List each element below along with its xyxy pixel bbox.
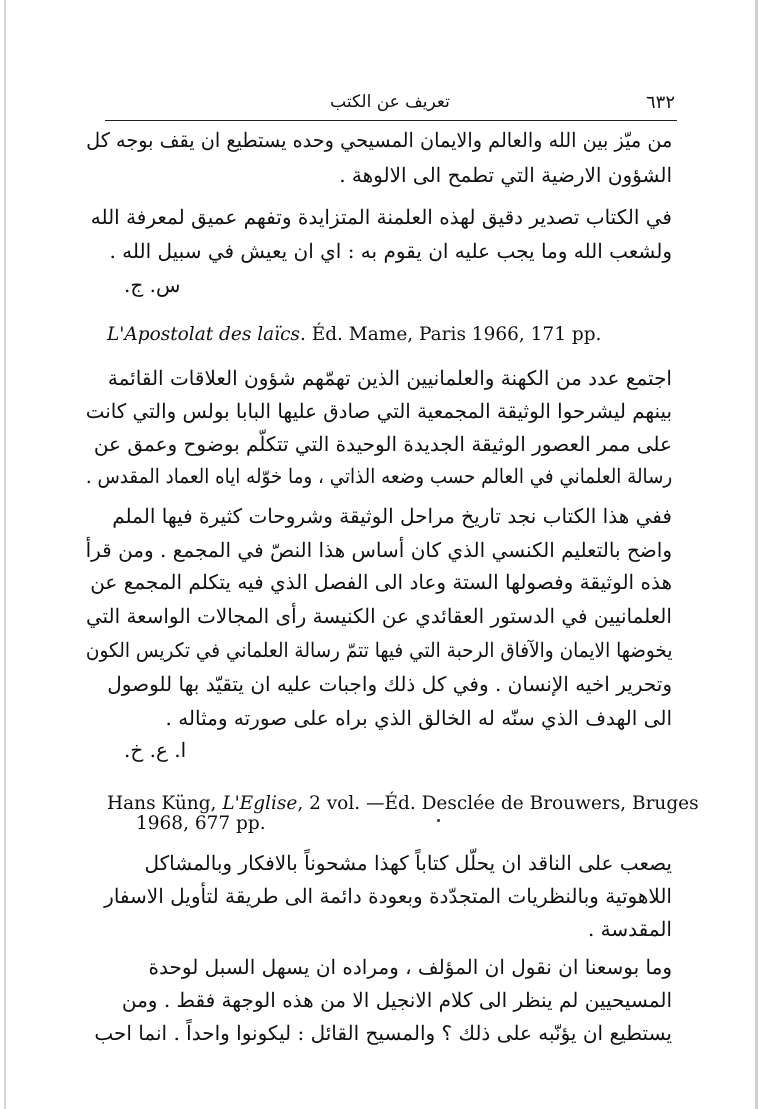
text-line: ولشعب الله وما يجب عليه ان يقوم به : اي ان يعيش في سبيل الله . <box>109 239 672 263</box>
text-line: رسالة العلماني في العالم حسب وضعه الذاتي ، وما خوّله اياه العماد المقدس . <box>85 464 672 488</box>
text-line: على ممر العصور الوثيقة الجديدة الوحيدة التي تتكلّم بوضوح وعمق عن <box>93 432 672 456</box>
text-line: واضح بالتعليم الكنسي الذي كان أساس هذا النصّ في المجمع . ومن قرأ <box>85 538 672 562</box>
text-line: يستطيع ان يؤنّبه على ذلك ؟ والمسيح القائل : ليكونوا واحداً . انما احب <box>94 1021 672 1045</box>
page-number: ٦٣٢ <box>645 92 675 113</box>
text-line: وما بوسعنا ان نقول ان المؤلف ، ومراده ان يسهل السبل لوحدة <box>148 955 672 979</box>
running-header <box>105 92 675 118</box>
text-line: المسيحيين لم ينظر الى كلام الانجيل الا من هذه الوجهة فقط . ومن <box>121 988 672 1012</box>
text-line: اجتمع عدد من الكهنة والعلمانيين الذين تهمّهم شؤون العلاقات القائمة <box>107 366 672 390</box>
book-publisher: , 2 vol. —Éd. Desclée de Brouwers, Bruges <box>297 793 699 814</box>
book-title: L'Eglise <box>222 793 298 814</box>
book-publisher: . Éd. Mame, Paris 1966, 171 pp. <box>299 324 602 345</box>
text-line: ففي هذا الكتاب نجد تاريخ مراحل الوثيقة وشروحات كثيرة فيها الملم <box>112 504 672 528</box>
text-line: يخوضها الايمان والآفاق الرحبة التي فيها تتمّ رسالة العلماني في تكريس الكون <box>85 638 672 662</box>
text-line: اللاهوتية وبالنظريات المتجدّدة وبعودة دائمة الى طريقة لتأويل الاسفار <box>104 884 672 908</box>
text-line: وتحرير اخيه الإنسان . وفي كل ذلك واجبات عليه ان يتقيّد بها للوصول <box>107 672 672 696</box>
text-line: في الكتاب تصدير دقيق لهذه العلمنة المتزايدة وتفهم عميق لمعرفة الله <box>90 205 672 229</box>
book-title: L'Apostolat des laïcs <box>107 324 300 345</box>
scan-edge-left <box>4 0 6 1109</box>
book-publisher-cont: 1968, 677 pp. <box>136 813 266 834</box>
reviewer-initials: س. ج. <box>124 273 181 297</box>
text-line: من ميّز بين الله والعالم والايمان المسيحي وحده يستطيع ان يقف بوجه كل <box>85 128 672 152</box>
text-line: الشؤون الارضية التي تطمح الى الالوهة . <box>339 163 672 187</box>
text-line: بينهم ليشرحوا الوثيقة المجمعية التي صادق عليها البابا بولس والتي كانت <box>85 399 672 423</box>
header-rule <box>105 120 677 121</box>
text-line: العلمانيين في الدستور العقائدي عن الكنيسة رأى المجالات الواسعة التي <box>86 604 672 628</box>
book-citation <box>107 324 601 345</box>
text-line: الى الهدف الذي سنّه له الخالق الذي براه على صورته ومثاله . <box>165 706 672 730</box>
scan-speck <box>437 819 440 822</box>
book-author: Hans Küng, <box>107 793 223 814</box>
book-citation <box>107 793 699 814</box>
running-title: تعريف عن الكتب <box>330 92 450 112</box>
text-line: المقدسة . <box>587 917 672 941</box>
text-line: هذه الوثيقة وفصولها الستة وعاد الى الفصل الذي فيه يتكلم المجمع عن <box>90 570 672 594</box>
text-line: يصعب على الناقد ان يحلّل كتاباً كهذا مشحوناً بالافكار وبالمشاكل <box>144 851 672 875</box>
reviewer-initials: ا. ع. خ. <box>124 738 187 762</box>
